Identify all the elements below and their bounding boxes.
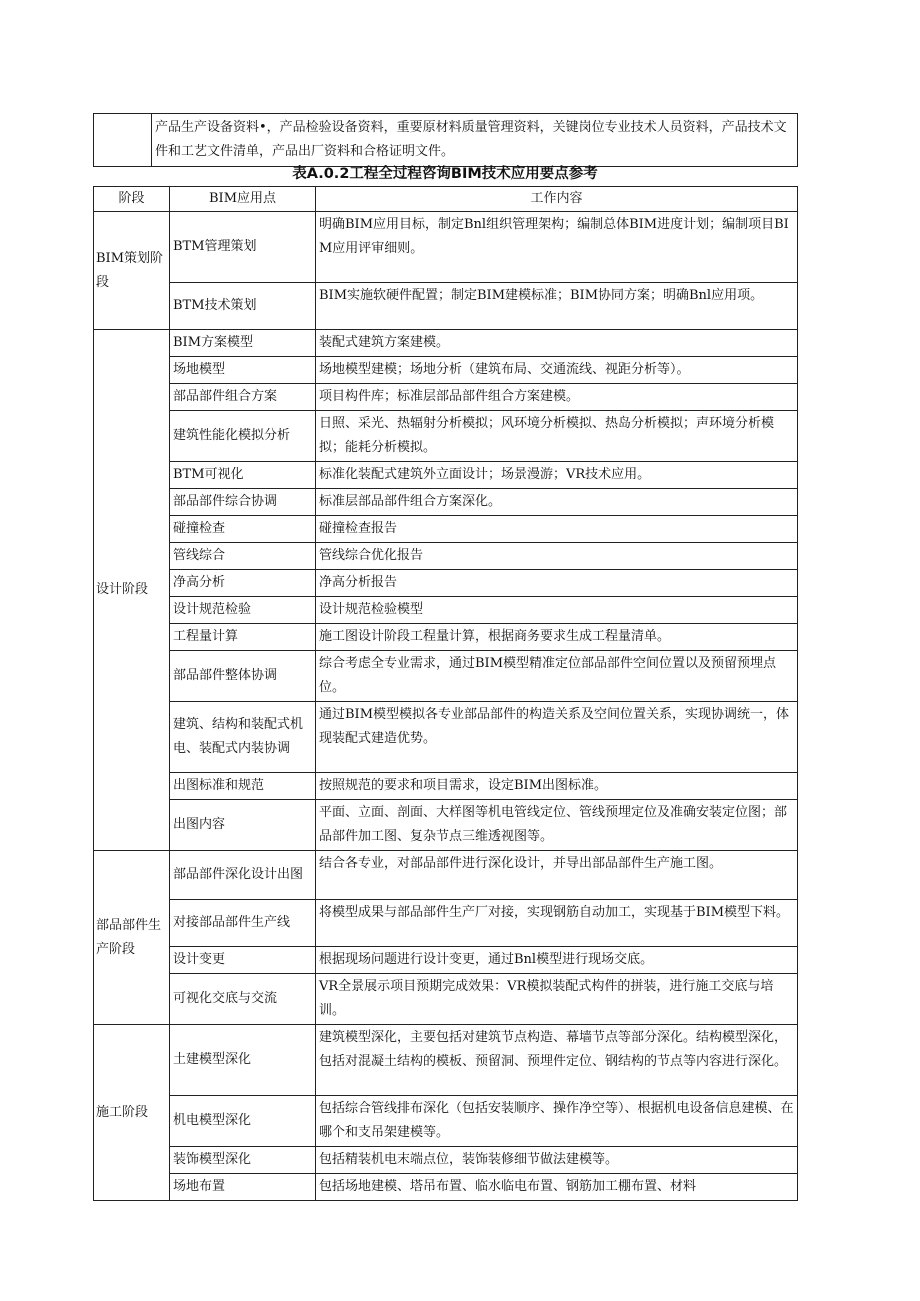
table-cell: 产品生产设备资料•，产品检验设备资料，重要原材料质量管理资料，关键岗位专业技术人员资料，产品技术文件和工艺文件清单，产品出厂资料和合格证明文件。 [152, 114, 798, 167]
work-content-cell: 标准化装配式建筑外立面设计；场景漫游；VR技术应用。 [316, 462, 798, 489]
application-point-cell: 土建模型深化 [170, 1025, 316, 1096]
table-row [94, 384, 798, 411]
stage-cell: 设计阶段 [94, 330, 170, 851]
previous-table-fragment [93, 113, 798, 167]
application-point-cell: 对接部品部件生产线 [170, 900, 316, 947]
application-point-cell: 装饰模型深化 [170, 1147, 316, 1174]
application-point-cell: 出图内容 [170, 800, 316, 851]
table-row [94, 624, 798, 651]
stage-cell: 部品部件生产阶段 [94, 851, 170, 1025]
application-point-cell: 建筑性能化模拟分析 [170, 411, 316, 462]
work-content-cell: 场地模型建模；场地分析（建筑布局、交通流线、视距分析等）。 [316, 357, 798, 384]
table-row [94, 651, 798, 702]
table-header-row [94, 187, 798, 212]
application-point-cell: 管线综合 [170, 543, 316, 570]
table-caption: 表A.0.2工程全过程咨询BIM技术应用要点参考 [292, 166, 598, 182]
stage-cell: BIM策划阶段 [94, 212, 170, 330]
application-point-cell: 碰撞检查 [170, 516, 316, 543]
header-stage: 阶段 [94, 187, 170, 212]
application-point-cell: BTM可视化 [170, 462, 316, 489]
work-content-cell: 碰撞检查报告 [316, 516, 798, 543]
work-content-cell: 净高分析报告 [316, 570, 798, 597]
work-content-cell: 装配式建筑方案建模。 [316, 330, 798, 357]
application-point-cell: 设计变更 [170, 947, 316, 974]
work-content-cell: 项目构件库；标准层部品部件组合方案建模。 [316, 384, 798, 411]
work-content-cell: 施工图设计阶段工程量计算，根据商务要求生成工程量清单。 [316, 624, 798, 651]
work-content-cell: 根据现场问题进行设计变更，通过Bnl模型进行现场交底。 [316, 947, 798, 974]
header-work: 工作内容 [316, 187, 798, 212]
table-row [94, 516, 798, 543]
table-row [94, 1147, 798, 1174]
application-point-cell: 净高分析 [170, 570, 316, 597]
application-point-cell: 可视化交底与交流 [170, 974, 316, 1025]
work-content-cell: 通过BIM模型模拟各专业部品部件的构造关系及空间位置关系，实现协调统一，体现装配式建造优势。 [316, 702, 798, 773]
bim-application-table [93, 186, 798, 1201]
application-point-cell: BIM方案模型 [170, 330, 316, 357]
table-row [94, 773, 798, 800]
application-point-cell: 出图标准和规范 [170, 773, 316, 800]
table-row [94, 800, 798, 851]
work-content-cell: 包括综合管线排布深化（包括安装顺序、操作净空等）、根据机电设备信息建模、在哪个和支吊架建模等。 [316, 1096, 798, 1147]
application-point-cell: 部品部件深化设计出图 [170, 851, 316, 900]
work-content-cell: VR全景展示项目预期完成效果：VR模拟装配式构件的拼装，进行施工交底与培训。 [316, 974, 798, 1025]
table-row [94, 974, 798, 1025]
table-row [94, 462, 798, 489]
table-row [94, 283, 798, 330]
table-row [94, 1174, 798, 1201]
work-content-cell: 管线综合优化报告 [316, 543, 798, 570]
work-content-cell: 平面、立面、剖面、大样图等机电管线定位、管线预埋定位及准确安装定位图；部品部件加工图、复杂节点三维透视图等。 [316, 800, 798, 851]
table-row [94, 702, 798, 773]
work-content-cell: 综合考虑全专业需求，通过BIM模型精准定位部品部件空间位置以及预留预埋点位。 [316, 651, 798, 702]
table-row [94, 597, 798, 624]
table-row [94, 411, 798, 462]
table-row [94, 570, 798, 597]
work-content-cell: 明确BIM应用目标，制定Bnl组织管理架构；编制总体BIM进度计划；编制项目BIM应用评审细则。 [316, 212, 798, 283]
table-row [94, 489, 798, 516]
work-content-cell: 包括场地建模、塔吊布置、临水临电布置、钢筋加工棚布置、材料 [316, 1174, 798, 1201]
table-row [94, 357, 798, 384]
work-content-cell: 建筑模型深化，主要包括对建筑节点构造、幕墙节点等部分深化。结构模型深化，包括对混凝土结构的模板、预留洞、预埋件定位、钢结构的节点等内容进行深化。 [316, 1025, 798, 1096]
stage-cell: 施工阶段 [94, 1025, 170, 1201]
work-content-cell: 设计规范检验模型 [316, 597, 798, 624]
application-point-cell: 设计规范检验 [170, 597, 316, 624]
application-point-cell: BTM技术策划 [170, 283, 316, 330]
application-point-cell: 场地布置 [170, 1174, 316, 1201]
application-point-cell: 机电模型深化 [170, 1096, 316, 1147]
table-row [94, 900, 798, 947]
empty-cell [94, 114, 152, 167]
table-row [94, 114, 798, 167]
table-row [94, 1096, 798, 1147]
table-row [94, 851, 798, 900]
work-content-cell: 按照规范的要求和项目需求，设定BIM出图标准。 [316, 773, 798, 800]
application-point-cell: 部品部件综合协调 [170, 489, 316, 516]
application-point-cell: 工程量计算 [170, 624, 316, 651]
work-content-cell: 日照、采光、热辐射分析模拟；风环境分析模拟、热岛分析模拟；声环境分析模拟；能耗分析模拟。 [316, 411, 798, 462]
table-body [94, 212, 798, 1201]
work-content-cell: 结合各专业，对部品部件进行深化设计，并导出部品部件生产施工图。 [316, 851, 798, 900]
application-point-cell: BTM管理策划 [170, 212, 316, 283]
table-row [94, 947, 798, 974]
application-point-cell: 部品部件整体协调 [170, 651, 316, 702]
application-point-cell: 部品部件组合方案 [170, 384, 316, 411]
table-row [94, 1025, 798, 1096]
work-content-cell: BIM实施软硬件配置；制定BIM建模标准；BIM协同方案；明确Bnl应用项。 [316, 283, 798, 330]
table-row [94, 330, 798, 357]
table-row [94, 543, 798, 570]
work-content-cell: 标准层部品部件组合方案深化。 [316, 489, 798, 516]
work-content-cell: 将模型成果与部品部件生产厂对接，实现钢筋自动加工，实现基于BIM模型下料。 [316, 900, 798, 947]
application-point-cell: 建筑、结构和装配式机电、装配式内装协调 [170, 702, 316, 773]
application-point-cell: 场地模型 [170, 357, 316, 384]
table-row [94, 212, 798, 283]
work-content-cell: 包括精装机电末端点位，装饰装修细节做法建模等。 [316, 1147, 798, 1174]
header-app: BIM应用点 [170, 187, 316, 212]
